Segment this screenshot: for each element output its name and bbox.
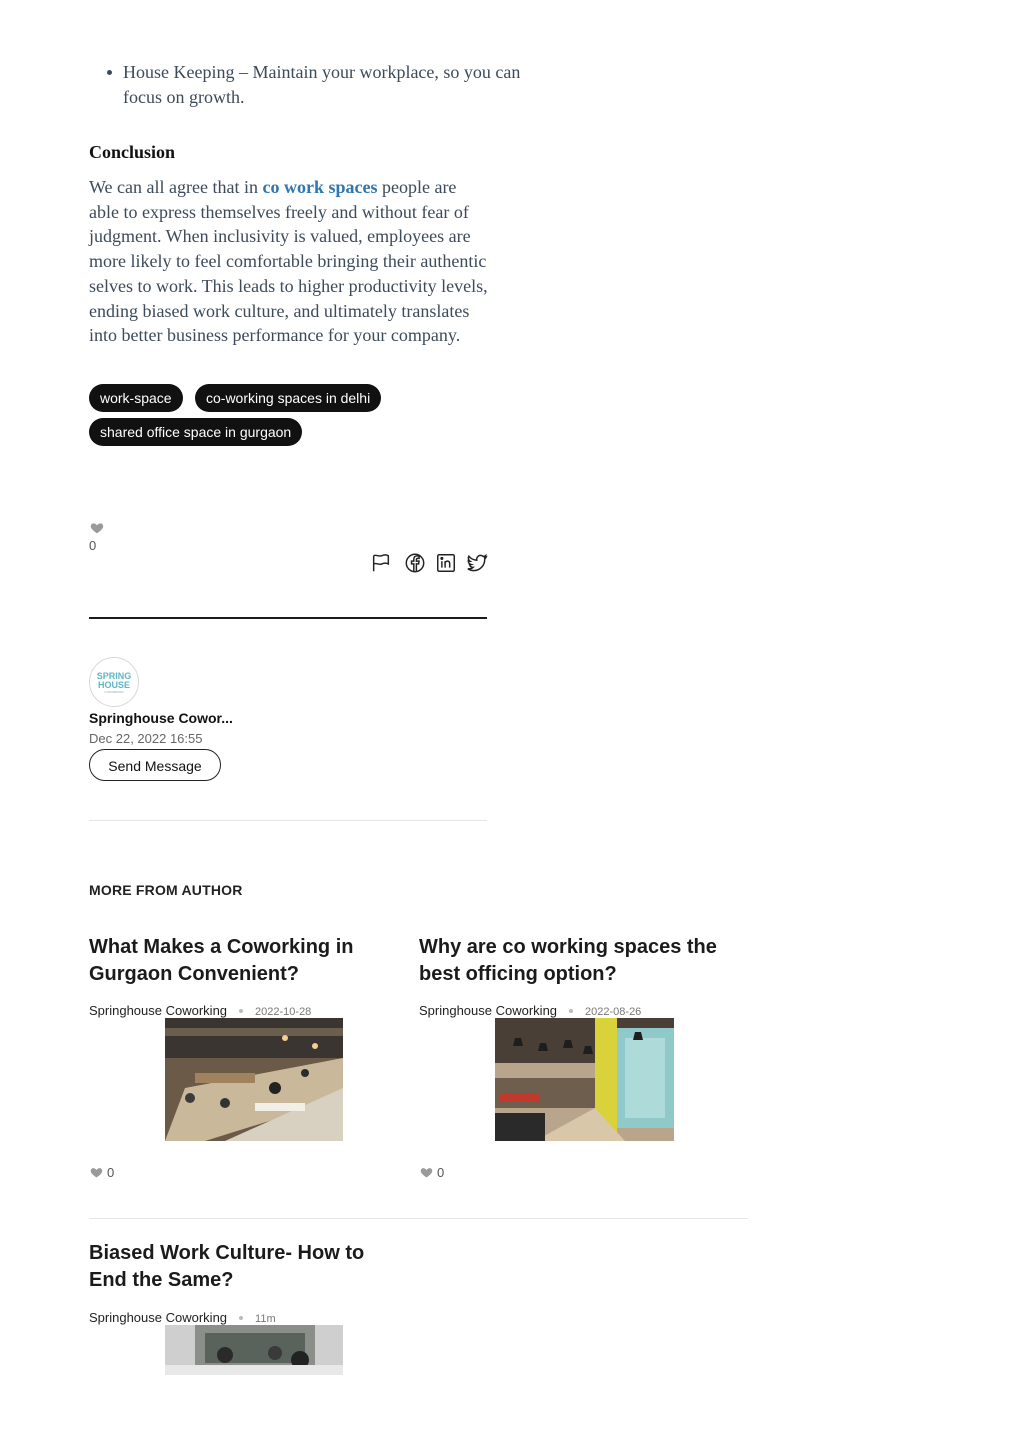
card-date-2: 2022-08-26 xyxy=(585,1006,642,1018)
card-thumbnail-3[interactable] xyxy=(165,1325,343,1375)
card-row-divider xyxy=(89,1218,748,1219)
tag-coworking-delhi[interactable]: co-working spaces in delhi xyxy=(195,384,381,412)
conclusion-text-post: people are able to express themselves freely and without fear of judgment. When inclusivity is valued, employees are more likely to feel comfortable bringing their authentic selves to work. This leads to higher productivity levels, ending biased work culture, and ultimately translates into better business performance for your company. xyxy=(89,177,488,346)
logo-line-2: HOUSE xyxy=(97,680,131,690)
heart-icon xyxy=(90,1166,103,1179)
card-date-3: 11m xyxy=(255,1313,276,1325)
like-heart-icon[interactable] xyxy=(90,521,104,535)
avatar[interactable] xyxy=(89,657,139,707)
separator-dot xyxy=(239,1009,243,1013)
more-from-author-label: MORE FROM AUTHOR xyxy=(89,882,243,898)
separator-dot xyxy=(239,1316,243,1320)
flag-icon[interactable] xyxy=(370,552,392,574)
coworking-photo-1 xyxy=(165,1018,343,1141)
article-bullet-list xyxy=(89,60,523,110)
like-count: 0 xyxy=(89,538,97,553)
card-meta-1 xyxy=(89,1003,311,1018)
linkedin-icon[interactable] xyxy=(435,552,457,574)
card-like-count-1: 0 xyxy=(107,1165,115,1180)
facebook-icon[interactable] xyxy=(404,552,426,574)
conclusion-paragraph xyxy=(89,175,489,348)
post-date: Dec 22, 2022 16:55 xyxy=(89,731,203,746)
card-title-1[interactable]: What Makes a Coworking in Gurgaon Convenient? xyxy=(89,936,354,985)
card-title-3[interactable]: Biased Work Culture- How to End the Same? xyxy=(89,1242,365,1291)
bullet-item: House Keeping – Maintain your workplace, so you can focus on growth. xyxy=(123,60,523,110)
card-author-2[interactable]: Springhouse Coworking xyxy=(419,1003,558,1018)
author-name[interactable]: Springhouse Cowor... xyxy=(89,710,233,726)
co-work-spaces-link[interactable]: co work spaces xyxy=(262,177,378,197)
card-meta-3 xyxy=(89,1310,276,1325)
card-like-1[interactable] xyxy=(90,1165,114,1180)
card-author-1[interactable]: Springhouse Coworking xyxy=(89,1003,228,1018)
card-meta-2 xyxy=(419,1003,641,1018)
conclusion-heading: Conclusion xyxy=(89,142,176,162)
card-like-2[interactable] xyxy=(420,1165,444,1180)
card-thumbnail-2[interactable] xyxy=(495,1018,674,1141)
card-like-count-2: 0 xyxy=(437,1165,445,1180)
conclusion-text-pre: We can all agree that in xyxy=(89,177,263,197)
twitter-icon[interactable] xyxy=(466,552,488,574)
separator-dot xyxy=(569,1009,573,1013)
card-date-1: 2022-10-28 xyxy=(255,1006,312,1018)
send-message-button[interactable]: Send Message xyxy=(89,749,221,781)
card-title-2[interactable]: Why are co working spaces the best officing option? xyxy=(419,936,717,985)
office-photo-3 xyxy=(165,1325,343,1375)
logo-line-3: COWORKING xyxy=(104,690,124,694)
tag-shared-office-gurgaon[interactable]: shared office space in gurgaon xyxy=(89,418,302,446)
section-divider xyxy=(89,820,487,821)
card-thumbnail-1[interactable] xyxy=(165,1018,343,1141)
card-author-3[interactable]: Springhouse Coworking xyxy=(89,1310,228,1325)
author-divider xyxy=(89,617,487,619)
springhouse-logo xyxy=(90,658,138,706)
tag-work-space[interactable]: work-space xyxy=(89,384,183,412)
office-photo-2 xyxy=(495,1018,674,1141)
logo-line-1: SPRING xyxy=(96,671,132,681)
heart-icon xyxy=(420,1166,433,1179)
